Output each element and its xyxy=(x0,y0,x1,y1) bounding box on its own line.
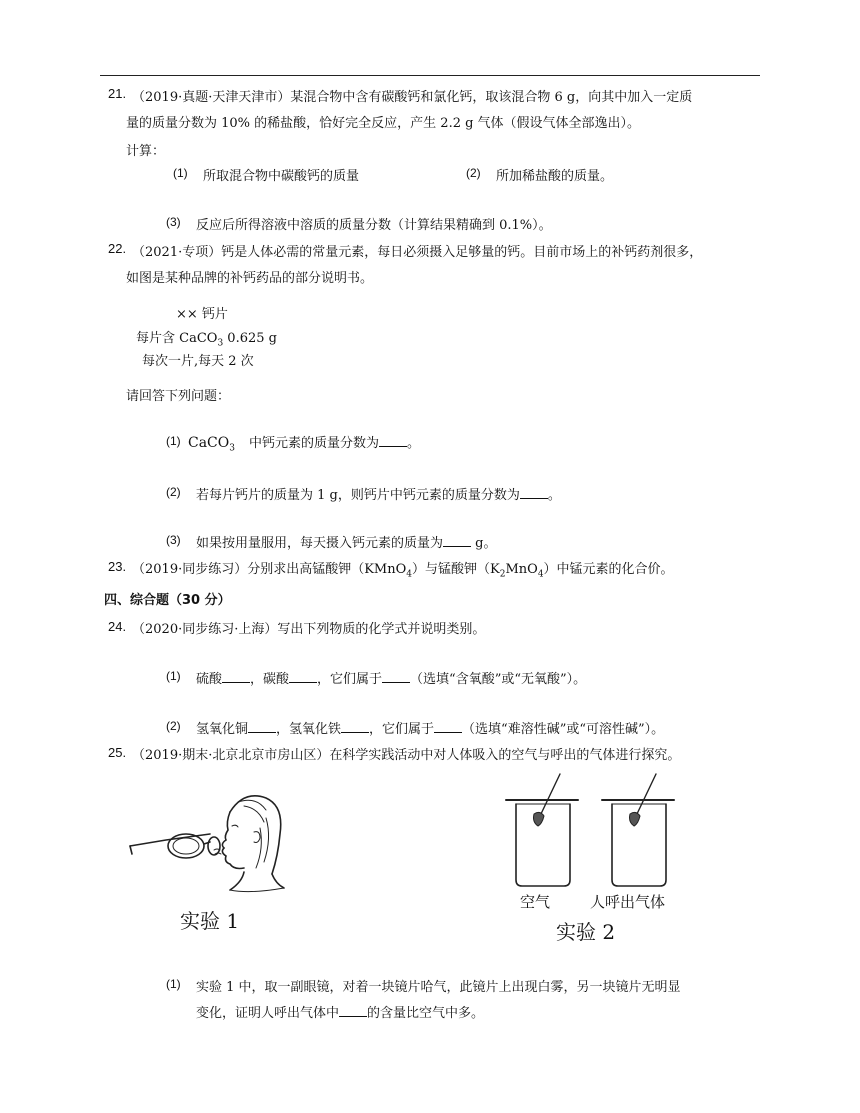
answer-blank[interactable] xyxy=(339,1004,367,1017)
medicine-name: ×× 钙片 xyxy=(176,307,228,322)
medicine-content: 每片含 CaCO$_3$ 0.625 g xyxy=(136,331,277,349)
medicine-dosage: 每次一片,每天 2 次 xyxy=(142,354,254,369)
question-text: 量的质量分数为 10% 的稀盐酸，恰好完全反应，产生 2.2 g 气体（假设气体全部逸出）。 xyxy=(126,116,641,131)
girl-breathing-on-glasses-illustration xyxy=(126,788,286,898)
experiment-2-illustration xyxy=(500,770,700,890)
section-heading: 四、综合题（30 分） xyxy=(104,593,231,608)
subquestion-text: 硫酸 ，碳酸 ，它们属于 （选填“含氧酸”或“无氧酸”）。 xyxy=(196,672,587,687)
calc-label: 计算： xyxy=(126,144,166,159)
answer-blank[interactable] xyxy=(341,720,369,733)
subquestion-number: (1) xyxy=(166,977,181,991)
subquestion-number: (2) xyxy=(466,166,481,180)
question-number: 23. xyxy=(108,559,127,574)
prompt-text: 请回答下列问题： xyxy=(126,389,231,404)
answer-blank[interactable] xyxy=(434,720,462,733)
question-number: 24. xyxy=(108,619,127,634)
question-number: 21. xyxy=(108,86,127,101)
answer-blank[interactable] xyxy=(379,434,407,447)
subquestion-number: (3) xyxy=(166,215,181,229)
subquestion-text: 氢氧化铜 ，氢氧化铁 ，它们属于 （选填“难溶性碱”或“可溶性碱”）。 xyxy=(196,722,665,737)
question-text: （2020·同步练习·上海）写出下列物质的化学式并说明类别。 xyxy=(132,622,486,637)
question-text: 如图是某种品牌的补钙药品的部分说明书。 xyxy=(126,271,374,286)
subquestion-text: 如果按用量服用，每天摄入钙元素的质量为 g。 xyxy=(196,536,497,551)
subquestion-text: 所加稀盐酸的质量。 xyxy=(496,169,614,184)
question-text: （2019·真题·天津天津市）某混合物中含有碳酸钙和氯化钙，取该混合物 6 g，向其中加入一定质 xyxy=(132,90,693,105)
experiment-2-label: 实验 2 xyxy=(556,920,616,944)
subquestion-number: (1) xyxy=(166,434,181,448)
answer-blank[interactable] xyxy=(520,486,548,499)
experiment-1-label: 实验 1 xyxy=(180,909,240,933)
subquestion-text: 实验 1 中，取一副眼镜，对着一块镜片哈气，此镜片上出现白雾，另一块镜片无明显 xyxy=(196,980,681,995)
question-text: （2021·专项）钙是人体必需的常量元素，每日必须摄入足够量的钙。目前市场上的补钙药剂很多， xyxy=(132,245,703,260)
subquestion-text: CaCO$_3$ 中钙元素的质量分数为 。 xyxy=(188,435,421,454)
answer-blank[interactable] xyxy=(289,670,317,683)
question-number: 22. xyxy=(108,241,127,256)
subquestion-number: (2) xyxy=(166,485,181,499)
question-text: （2019·期末·北京北京市房山区）在科学实践活动中对人体吸入的空气与呼出的气体进行探究。 xyxy=(132,748,681,763)
question-number: 25. xyxy=(108,745,127,760)
subquestion-number: (1) xyxy=(166,669,181,683)
answer-blank[interactable] xyxy=(222,670,250,683)
question-text: （2019·同步练习）分别求出高锰酸钾（KMnO$_4$）与锰酸钾$(K_2MnO_4)$中锰元素的化合价。 xyxy=(132,562,674,580)
subquestion-text: 反应后所得溶液中溶质的质量分数（计算结果精确到 0.1%）。 xyxy=(196,218,552,233)
subquestion-number: (2) xyxy=(166,719,181,733)
subquestion-text: 变化，证明人呼出气体中 的含量比空气中多。 xyxy=(196,1006,485,1021)
answer-blank[interactable] xyxy=(248,720,276,733)
jar-2-label: 人呼出气体 xyxy=(590,893,666,911)
experiment-1-illustration xyxy=(126,788,286,898)
header-rule xyxy=(100,75,760,76)
subquestion-number: (1) xyxy=(173,166,188,180)
subquestion-text: 若每片钙片的质量为 1 g，则钙片中钙元素的质量分数为 。 xyxy=(196,488,561,503)
subquestion-number: (3) xyxy=(166,533,181,547)
answer-blank[interactable] xyxy=(382,670,410,683)
answer-blank[interactable] xyxy=(443,534,471,547)
subquestion-text: 所取混合物中碳酸钙的质量 xyxy=(203,169,360,184)
gas-jars-illustration xyxy=(500,770,700,890)
jar-1-label: 空气 xyxy=(520,893,551,911)
